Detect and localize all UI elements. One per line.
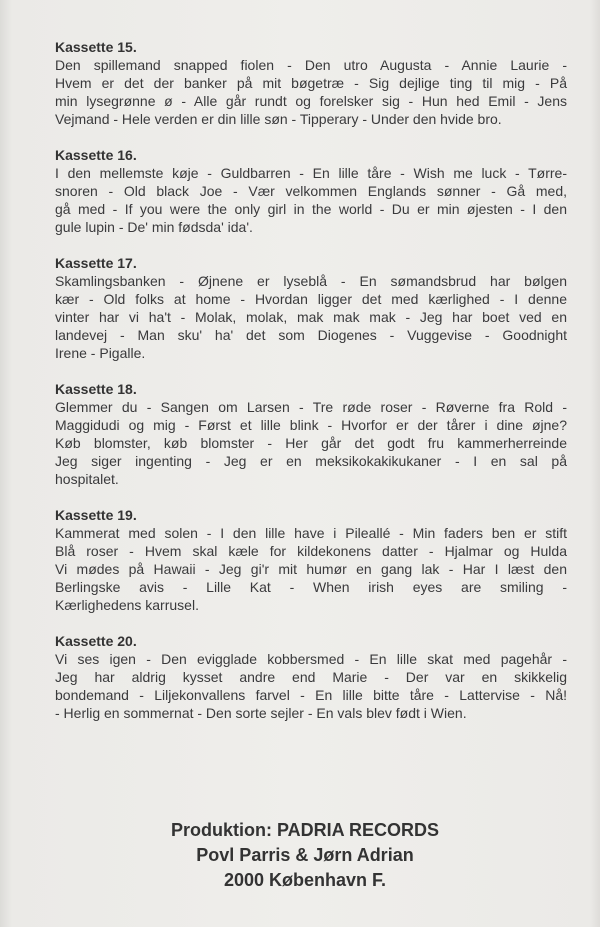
cassette-heading: Kassette 18. [55, 381, 137, 397]
song-list-line: Blå roser - Hvem skal kæle for kildekonens datter - Hjalmar og Hulda [55, 543, 567, 559]
song-list-line: Vi mødes på Hawaii - Jeg gi'r mit humør en gang lak - Har I læst den [55, 561, 567, 577]
song-list-line: Kærlighedens karrusel. [55, 597, 199, 613]
song-list-line: Irene - Pigalle. [55, 345, 146, 361]
song-list-line: landevej - Man sku' ha' det som Diogenes - Vuggevise - Goodnight [55, 327, 567, 343]
song-list-line: snoren - Old black Joe - Vær velkommen Englands sønner - Gå med, [55, 183, 567, 199]
song-list-line: - Herlig en sommernat - Den sorte sejler - En vals blev født i Wien. [55, 705, 467, 721]
cassette-heading: Kassette 20. [55, 633, 137, 649]
song-list-line: vinter har vi ha't - Molak, molak, mak mak mak - Jeg har boet ved en [55, 309, 567, 325]
song-list-line: Maggidudi og mig - Først et lille blink - Hvorfor er der tårer i dine øjne? [55, 417, 567, 433]
song-list-line: Køb blomster, køb blomster - Her går det godt fru kammerherreinde [55, 435, 567, 451]
cassette-section [55, 146, 567, 236]
production-credits [0, 818, 600, 893]
cassette-heading: Kassette 19. [55, 507, 137, 523]
song-list-line: I den mellemste køje - Guldbarren - En lille tåre - Wish me luck - Tørre- [55, 165, 567, 181]
producer-line: Produktion: PADRIA RECORDS [171, 820, 439, 840]
song-list-line: Jeg har aldrig kysset andre end Marie - Der var en skikkelig [55, 669, 567, 685]
song-list-line: Glemmer du - Sangen om Larsen - Tre røde roser - Røverne fra Rold - [55, 399, 567, 415]
song-list-line: Jeg siger ingenting - Jeg er en meksikokakikukaner - I en sal på [55, 453, 567, 469]
song-list-line: Vi ses igen - Den evigglade kobbersmed - En lille skat med pagehår - [55, 651, 567, 667]
song-list-line: Den spillemand snapped fiolen - Den utro Augusta - Annie Laurie - [55, 57, 567, 73]
address-line: 2000 København F. [223, 870, 387, 890]
cassette-section [55, 380, 567, 488]
cassette-heading: Kassette 15. [55, 39, 137, 55]
song-list-line: gå med - If you were the only girl in the world - Du er min øjesten - I den [55, 201, 567, 217]
song-list-line: Vejmand - Hele verden er din lille søn - Tipperary - Under den hvide bro. [55, 111, 502, 127]
song-list-line: hospitalet. [55, 471, 119, 487]
song-list-line: min lysegrønne ø - Alle går rundt og forelsker sig - Hun hed Emil - Jens [55, 93, 567, 109]
song-list-line: Hvem er det der banker på mit bøgetræ - Sig dejlige ting til mig - På [55, 75, 567, 91]
song-list-line: Kammerat med solen - I den lille have i Pileallé - Min faders ben er stift [55, 525, 567, 541]
song-list-line: gule lupin - De' min fødsda' ida'. [55, 219, 253, 235]
song-list-line: Berlingske avis - Lille Kat - When irish eyes are smiling - [55, 579, 567, 595]
song-list-line: Skamlingsbanken - Øjnene er lyseblå - En sømandsbrud har bølgen [55, 273, 567, 289]
cassette-section [55, 506, 567, 614]
cassette-section [55, 38, 567, 128]
cassette-section [55, 254, 567, 362]
track-listing [55, 38, 567, 740]
cassette-section [55, 632, 567, 722]
song-list-line: bondemand - Liljekonvallens farvel - En lille bitte tåre - Lattervise - Nå! [55, 687, 567, 703]
song-list-line: kær - Old folks at home - Hvordan ligger det med kærlighed - I denne [55, 291, 567, 307]
cassette-heading: Kassette 16. [55, 147, 137, 163]
cassette-heading: Kassette 17. [55, 255, 137, 271]
artists-line: Povl Parris & Jørn Adrian [196, 845, 414, 865]
